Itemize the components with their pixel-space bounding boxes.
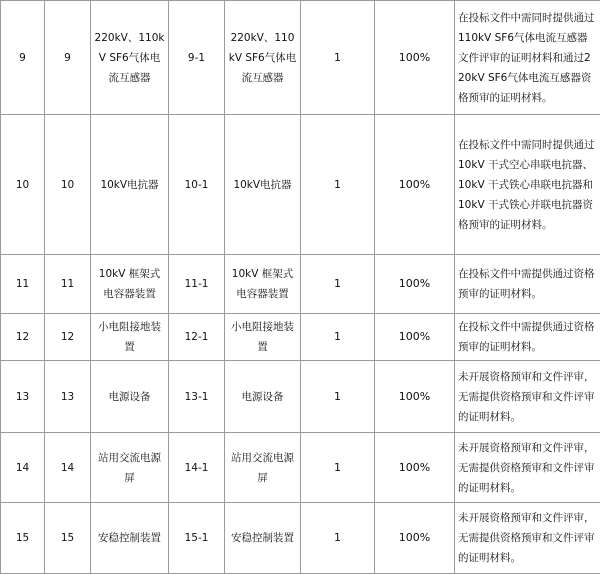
- percentage: 100%: [375, 503, 455, 574]
- remark: 在投标文件中需提供通过资格预审的证明材料。: [455, 255, 600, 314]
- sub-package-no: 9-1: [169, 1, 225, 115]
- sub-package-no: 11-1: [169, 255, 225, 314]
- package-no: 11: [45, 255, 91, 314]
- remark: 未开展资格预审和文件评审，无需提供资格预审和文件评审的证明材料。: [455, 433, 600, 503]
- row-seq: 9: [1, 1, 45, 115]
- row-seq: 11: [1, 255, 45, 314]
- package-no: 9: [45, 1, 91, 115]
- table-row: [1, 503, 600, 574]
- percentage: 100%: [375, 1, 455, 115]
- sub-package-name: 10kV 框架式电容器装置: [225, 255, 301, 314]
- sub-package-name: 220kV、110kV SF6气体电流互感器: [225, 1, 301, 115]
- table-row: [1, 433, 600, 503]
- percentage: 100%: [375, 255, 455, 314]
- table-row: [1, 361, 600, 433]
- percentage: 100%: [375, 433, 455, 503]
- quantity: 1: [301, 314, 375, 361]
- row-seq: 12: [1, 314, 45, 361]
- row-seq: 14: [1, 433, 45, 503]
- quantity: 1: [301, 503, 375, 574]
- remark: 未开展资格预审和文件评审，无需提供资格预审和文件评审的证明材料。: [455, 361, 600, 433]
- package-no: 13: [45, 361, 91, 433]
- quantity: 1: [301, 255, 375, 314]
- row-seq: 15: [1, 503, 45, 574]
- package-name: 220kV、110kV SF6气体电流互感器: [91, 1, 169, 115]
- package-name: 10kV 框架式电容器装置: [91, 255, 169, 314]
- sub-package-name: 电源设备: [225, 361, 301, 433]
- sub-package-no: 14-1: [169, 433, 225, 503]
- package-no: 14: [45, 433, 91, 503]
- sub-package-no: 12-1: [169, 314, 225, 361]
- table-row: [1, 314, 600, 361]
- percentage: 100%: [375, 314, 455, 361]
- row-seq: 13: [1, 361, 45, 433]
- percentage: 100%: [375, 115, 455, 255]
- package-name: 站用交流电源屏: [91, 433, 169, 503]
- table-row: [1, 115, 600, 255]
- package-no: 12: [45, 314, 91, 361]
- table-row: [1, 255, 600, 314]
- sub-package-no: 15-1: [169, 503, 225, 574]
- sub-package-no: 10-1: [169, 115, 225, 255]
- sub-package-name: 10kV电抗器: [225, 115, 301, 255]
- package-name: 10kV电抗器: [91, 115, 169, 255]
- quantity: 1: [301, 361, 375, 433]
- quantity: 1: [301, 115, 375, 255]
- percentage: 100%: [375, 361, 455, 433]
- remark: 在投标文件中需提供通过资格预审的证明材料。: [455, 314, 600, 361]
- quantity: 1: [301, 1, 375, 115]
- package-name: 安稳控制装置: [91, 503, 169, 574]
- package-no: 15: [45, 503, 91, 574]
- package-name: 电源设备: [91, 361, 169, 433]
- sub-package-name: 安稳控制装置: [225, 503, 301, 574]
- remark: 未开展资格预审和文件评审，无需提供资格预审和文件评审的证明材料。: [455, 503, 600, 574]
- table-row: [1, 1, 600, 115]
- remark: 在投标文件中需同时提供通过110kV SF6气体电流互感器文件评审的证明材料和通过220kV SF6气体电流互感器资格预审的证明材料。: [455, 1, 600, 115]
- sub-package-no: 13-1: [169, 361, 225, 433]
- sub-package-name: 小电阻接地装置: [225, 314, 301, 361]
- remark: 在投标文件中需同时提供通过10kV 干式空心串联电抗器、10kV 干式铁心串联电抗器和10kV 干式铁心并联电抗器资格预审的证明材料。: [455, 115, 600, 255]
- quantity: 1: [301, 433, 375, 503]
- package-name: 小电阻接地装置: [91, 314, 169, 361]
- sub-package-name: 站用交流电源屏: [225, 433, 301, 503]
- row-seq: 10: [1, 115, 45, 255]
- package-no: 10: [45, 115, 91, 255]
